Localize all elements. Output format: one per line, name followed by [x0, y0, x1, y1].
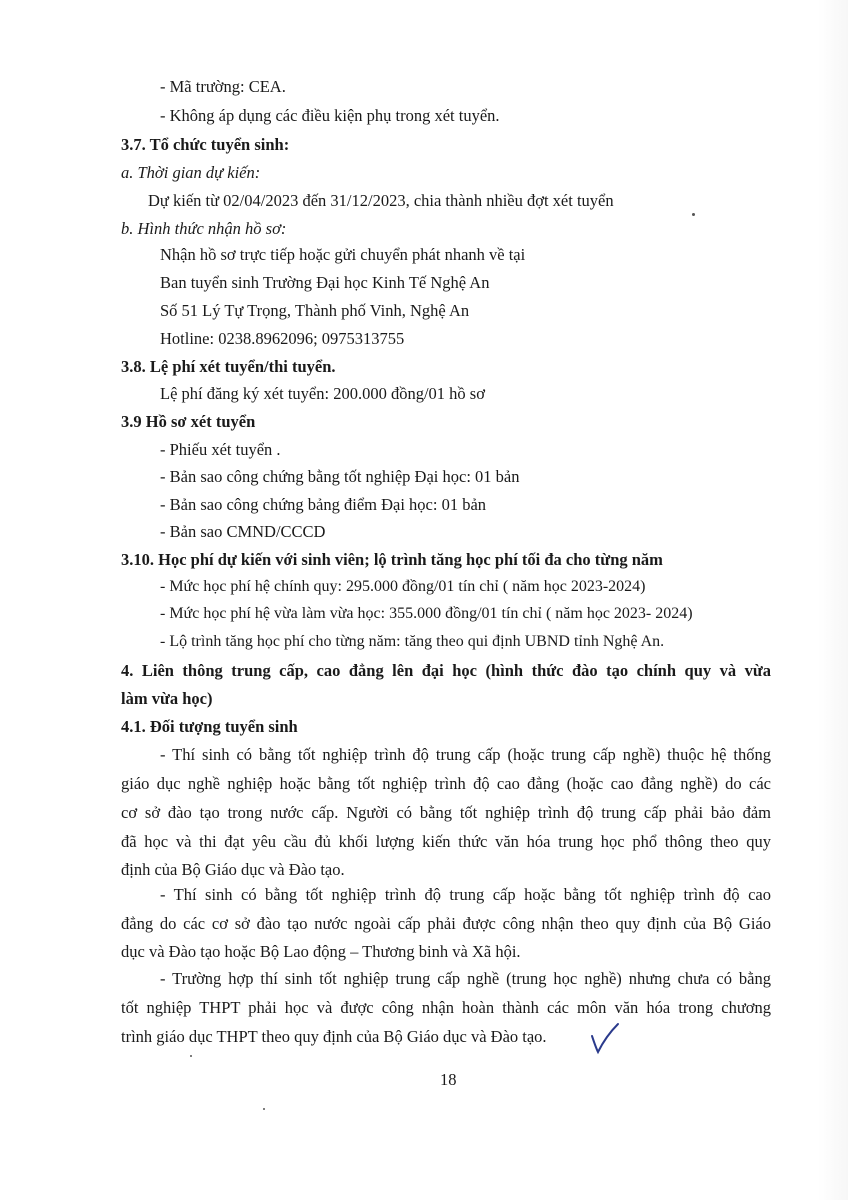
- text-line: - Không áp dụng các điều kiện phụ trong xét tuyển.: [160, 106, 500, 125]
- section-heading: 4.1. Đối tượng tuyển sinh: [121, 717, 298, 736]
- section-heading: làm vừa học): [121, 689, 213, 708]
- paragraph-line: giáo dục nghề nghiệp hoặc bằng tốt nghiệp trình độ cao đẳng (hoặc cao đẳng nghề) do các: [121, 774, 771, 793]
- section-heading: 3.7. Tổ chức tuyển sinh:: [121, 135, 290, 154]
- paragraph-line: trình giáo dục THPT theo quy định của Bộ Giáo dục và Đào tạo.: [121, 1027, 547, 1046]
- paragraph-line: cơ sở đào tạo trong nước cấp. Người có bằng tốt nghiệp trình độ trung cấp phải bảo đảm: [121, 803, 771, 822]
- paragraph-line: - Thí sinh có bằng tốt nghiệp trình độ trung cấp (hoặc trung cấp nghề) thuộc hệ thống: [160, 745, 771, 764]
- list-item: - Bản sao công chứng bằng tốt nghiệp Đại học: 01 bản: [160, 467, 520, 486]
- text-line: Dự kiến từ 02/04/2023 đến 31/12/2023, chia thành nhiều đợt xét tuyển: [148, 191, 614, 210]
- text-line: Lệ phí đăng ký xét tuyển: 200.000 đồng/01 hồ sơ: [160, 384, 485, 403]
- section-heading: 3.10. Học phí dự kiến với sinh viên; lộ trình tăng học phí tối đa cho từng năm: [121, 550, 663, 569]
- scan-speck: [692, 213, 695, 216]
- list-item: - Lộ trình tăng học phí cho từng năm: tăng theo qui định UBND tỉnh Nghệ An.: [160, 633, 665, 650]
- text-line: - Mã trường: CEA.: [160, 77, 286, 96]
- text-line: Ban tuyển sinh Trường Đại học Kinh Tế Nghệ An: [160, 273, 490, 292]
- scan-speck: [263, 1108, 265, 1110]
- subheading: a. Thời gian dự kiến:: [121, 163, 261, 182]
- section-heading: 4. Liên thông trung cấp, cao đẳng lên đại học (hình thức đào tạo chính quy và vừa: [121, 661, 771, 680]
- list-item: - Bản sao CMND/CCCD: [160, 522, 326, 541]
- text-line: Nhận hồ sơ trực tiếp hoặc gửi chuyển phát nhanh về tại: [160, 245, 526, 264]
- list-item: - Mức học phí hệ vừa làm vừa học: 355.000 đồng/01 tín chỉ ( năm học 2023- 2024): [160, 605, 693, 622]
- subheading: b. Hình thức nhận hồ sơ:: [121, 219, 287, 238]
- page-number: 18: [440, 1070, 457, 1089]
- paragraph-line: đẳng do các cơ sở đào tạo nước ngoài cấp phải được công nhận theo quy định của Bộ Giáo: [121, 914, 771, 933]
- list-item: - Mức học phí hệ chính quy: 295.000 đồng/01 tín chỉ ( năm học 2023-2024): [160, 578, 646, 595]
- scan-edge-shadow: [818, 0, 848, 1200]
- text-line: Số 51 Lý Tự Trọng, Thành phố Vinh, Nghệ An: [160, 301, 470, 320]
- paragraph-line: tốt nghiệp THPT phải học và được công nhận hoàn thành các môn văn hóa trong chương: [121, 998, 771, 1017]
- list-item: - Bản sao công chứng bảng điểm Đại học: 01 bản: [160, 495, 487, 514]
- section-heading: 3.9 Hồ sơ xét tuyển: [121, 412, 256, 431]
- paragraph-line: - Thí sinh có bằng tốt nghiệp trình độ trung cấp hoặc bằng tốt nghiệp trình độ cao: [160, 885, 771, 904]
- section-heading: 3.8. Lệ phí xét tuyển/thi tuyển.: [121, 357, 336, 376]
- handwritten-checkmark-icon: [590, 1022, 620, 1056]
- scan-speck: [190, 1055, 192, 1057]
- paragraph-line: định của Bộ Giáo dục và Đào tạo.: [121, 860, 345, 879]
- text-line: Hotline: 0238.8962096; 0975313755: [160, 329, 405, 348]
- paragraph-line: đã học và thi đạt yêu cầu đủ khối lượng kiến thức văn hóa trung học phổ thông theo quy: [121, 832, 771, 851]
- list-item: - Phiếu xét tuyển .: [160, 440, 281, 459]
- paragraph-line: - Trường hợp thí sinh tốt nghiệp trung cấp nghề (trung học nghề) nhưng chưa có bằng: [160, 969, 771, 988]
- paragraph-line: dục và Đào tạo hoặc Bộ Lao động – Thương binh và Xã hội.: [121, 942, 521, 961]
